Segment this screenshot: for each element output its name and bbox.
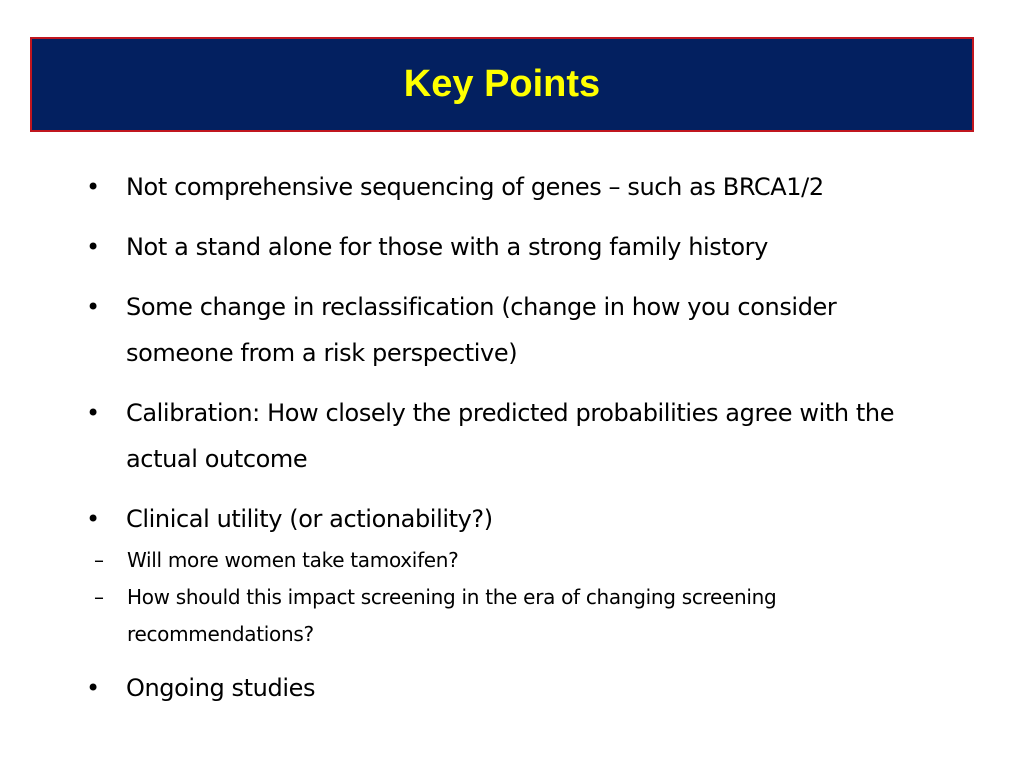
bullet-item bbox=[82, 665, 982, 711]
sub-bullet-marker: – bbox=[94, 548, 104, 572]
bullet-text: Not a stand alone for those with a strong family history bbox=[126, 233, 768, 261]
bullet-text: Not comprehensive sequencing of genes – such as BRCA1/2 bbox=[126, 173, 824, 201]
sub-bullet-text: How should this impact screening in the era of changing screening recommendations? bbox=[127, 585, 777, 646]
bullet-item bbox=[82, 284, 876, 376]
bullet-text: Calibration: How closely the predicted probabilities agree with the actual outcome bbox=[126, 399, 895, 473]
bullet-marker: • bbox=[86, 293, 100, 321]
bullet-text: Clinical utility (or actionability?) bbox=[126, 505, 493, 533]
bullet-item bbox=[82, 164, 982, 210]
bullet-text: Ongoing studies bbox=[126, 674, 316, 702]
bullet-marker: • bbox=[86, 505, 100, 533]
bullet-marker: • bbox=[86, 233, 100, 261]
bullet-marker: • bbox=[86, 399, 100, 427]
bullet-item bbox=[82, 496, 982, 542]
title-bar bbox=[30, 37, 974, 132]
bullet-marker: • bbox=[86, 674, 100, 702]
slide-title: Key Points bbox=[403, 63, 601, 105]
bullet-list bbox=[82, 164, 982, 711]
sub-bullet-list bbox=[38, 542, 938, 653]
sub-bullet-item bbox=[38, 579, 927, 653]
bullet-text: Some change in reclassification (change in how you consider someone from a risk perspective) bbox=[126, 293, 837, 367]
bullet-marker: • bbox=[86, 173, 100, 201]
sub-bullet-text: Will more women take tamoxifen? bbox=[127, 548, 459, 572]
bullet-item bbox=[82, 224, 982, 270]
sub-bullet-marker: – bbox=[94, 585, 104, 609]
sub-bullet-item bbox=[38, 542, 938, 579]
bullet-item bbox=[82, 390, 966, 482]
